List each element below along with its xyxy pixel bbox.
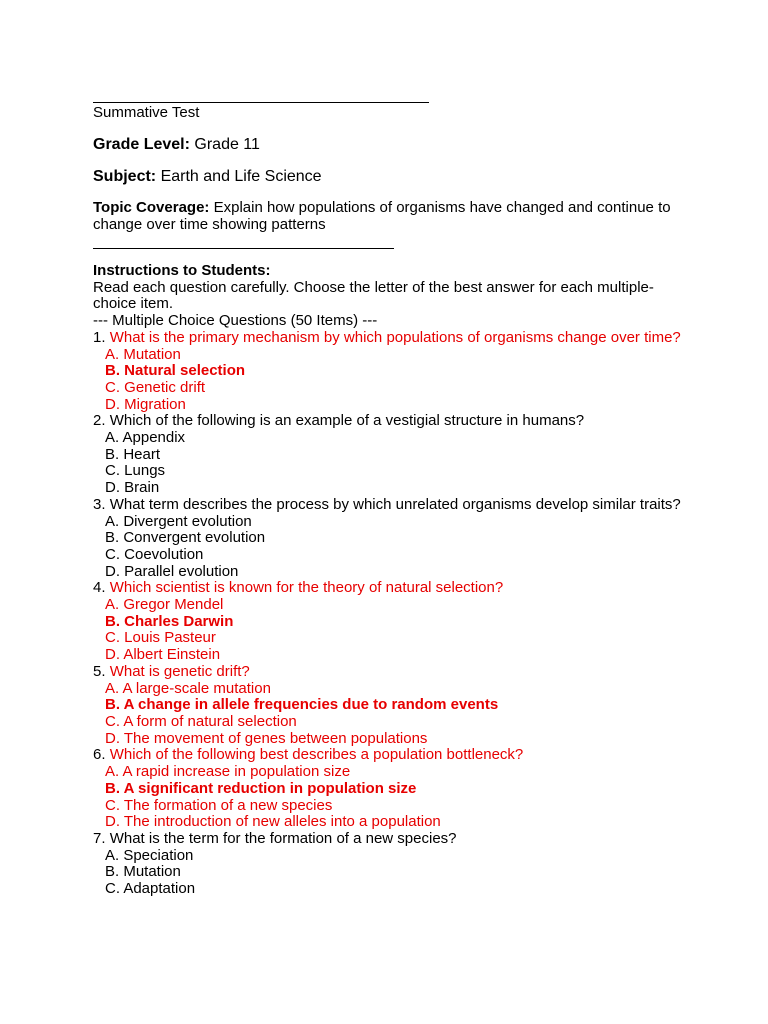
- answer-option: C. Coevolution: [105, 545, 204, 563]
- answer-option: D. Parallel evolution: [105, 562, 239, 580]
- topic-coverage: [93, 200, 693, 233]
- answer-option: A. Mutation: [105, 345, 181, 363]
- answer-option: B. Charles Darwin: [105, 612, 234, 630]
- question-stem: [93, 831, 693, 848]
- question-number: 4.: [93, 579, 106, 597]
- question-item: [93, 747, 693, 831]
- answer-option: C. The formation of a new species: [105, 796, 333, 814]
- question-stem: [93, 413, 693, 430]
- answer-option: B. Natural selection: [105, 362, 246, 380]
- question-text: What is the term for the formation of a new species?: [109, 829, 457, 847]
- question-item: [93, 831, 693, 898]
- question-item: [93, 664, 693, 748]
- answer-option: D. The introduction of new alleles into a population: [105, 813, 441, 831]
- question-stem: [93, 497, 693, 514]
- section-title: --- Multiple Choice Questions (50 Items) ---: [93, 312, 378, 330]
- question-stem: [93, 580, 693, 597]
- instructions-text: Read each question carefully. Choose the letter of the best answer for each multiple-choice item.: [93, 278, 654, 313]
- answer-option: C. Lungs: [105, 462, 166, 480]
- question-item: [93, 497, 693, 581]
- answer-option: D. Brain: [105, 479, 160, 497]
- answer-option: B. A significant reduction in population size: [105, 779, 417, 797]
- grade-value: Grade 11: [194, 136, 260, 153]
- answer-option: A. Appendix: [105, 429, 186, 447]
- question-number: 2.: [93, 412, 106, 430]
- subject: [93, 168, 322, 186]
- question-item: [93, 580, 693, 664]
- question-item: [93, 330, 693, 414]
- answer-option: C. Genetic drift: [105, 378, 206, 396]
- question-number: 5.: [93, 662, 106, 680]
- question-number: 1.: [93, 328, 106, 346]
- answer-option: A. A large-scale mutation: [105, 679, 271, 697]
- answer-option: C. A form of natural selection: [105, 712, 297, 730]
- answer-option: D. Migration: [105, 395, 186, 413]
- answer-option: A. Gregor Mendel: [105, 596, 224, 614]
- question-text: Which scientist is known for the theory of natural selection?: [109, 579, 504, 597]
- grade-level: [93, 136, 260, 154]
- question-text: Which of the following best describes a population bottleneck?: [109, 746, 524, 764]
- question-stem: [93, 664, 693, 681]
- question-text: What is genetic drift?: [109, 662, 250, 680]
- top-rule: [93, 102, 429, 103]
- section-rule: [93, 248, 394, 249]
- question-text: What term describes the process by which unrelated organisms develop similar traits?: [109, 495, 681, 513]
- answer-option: A. Divergent evolution: [105, 512, 252, 530]
- answer-option: D. The movement of genes between populations: [105, 729, 428, 747]
- question-number: 6.: [93, 746, 106, 764]
- question-stem: [93, 330, 693, 347]
- answer-option: A. A rapid increase in population size: [105, 763, 351, 781]
- answer-option: B. Heart: [105, 445, 161, 463]
- answer-option: C. Louis Pasteur: [105, 629, 216, 647]
- answer-option: A. Speciation: [105, 846, 194, 864]
- question-text: What is the primary mechanism by which populations of organisms change over time?: [109, 328, 681, 346]
- subject-value: Earth and Life Science: [160, 168, 322, 185]
- topic-value: Explain how populations of organisms have changed and continue to change over time showing patterns: [93, 199, 671, 233]
- document-title: Summative Test: [93, 104, 200, 121]
- question-number: 7.: [93, 829, 106, 847]
- question-number: 3.: [93, 495, 106, 513]
- answer-option: B. A change in allele frequencies due to random events: [105, 696, 499, 714]
- answer-option: C. Adaptation: [105, 880, 196, 898]
- question-text: Which of the following is an example of a vestigial structure in humans?: [109, 412, 585, 430]
- subject-label: Subject:: [93, 168, 157, 185]
- question-item: [93, 413, 693, 497]
- question-list: [93, 330, 693, 898]
- grade-label: Grade Level:: [93, 136, 190, 153]
- instructions-heading: Instructions to Students:: [93, 262, 271, 279]
- test-body: [93, 263, 693, 898]
- topic-label: Topic Coverage:: [93, 199, 210, 216]
- answer-option: D. Albert Einstein: [105, 646, 221, 664]
- question-stem: [93, 747, 693, 764]
- answer-option: B. Mutation: [105, 863, 181, 881]
- answer-option: B. Convergent evolution: [105, 529, 266, 547]
